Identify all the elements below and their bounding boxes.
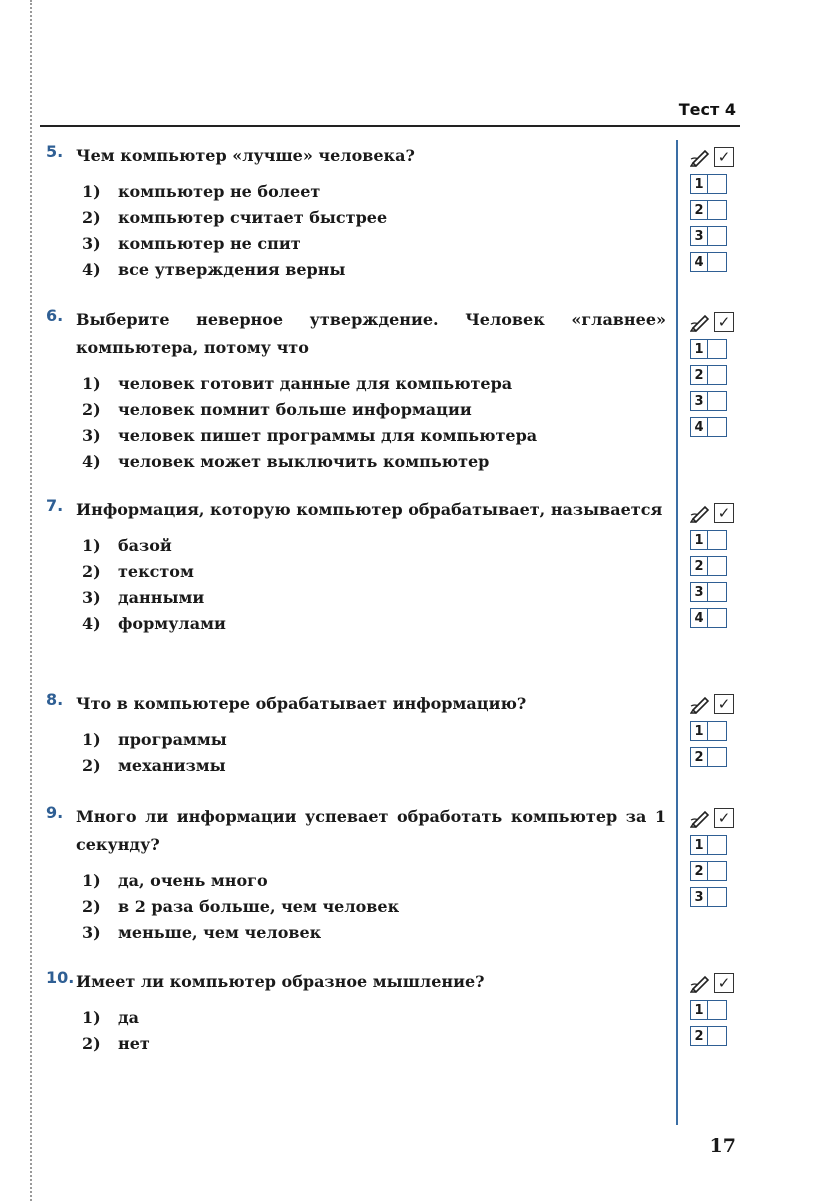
- answer-cell[interactable]: 2: [690, 556, 738, 577]
- question-text: Имеет ли компьютер образное мышление?: [76, 972, 485, 991]
- option: 1) человек готовит данные для компьютера: [82, 373, 513, 393]
- question-text: Информация, которую компьютер обрабатывает, называется: [76, 500, 663, 519]
- answer-block-7: [690, 502, 738, 629]
- question-number: 5.: [46, 142, 64, 161]
- answer-block-5: [690, 146, 738, 273]
- checkmark-icon: ✓: [714, 694, 734, 714]
- option: 2) в 2 раза больше, чем человек: [82, 896, 400, 916]
- option: 1) компьютер не болеет: [82, 181, 321, 201]
- option: 1) базой: [82, 535, 172, 555]
- test-title: Тест 4: [678, 100, 736, 119]
- option: 1) программы: [82, 729, 227, 749]
- question-9: [46, 803, 666, 945]
- pencil-icon: [690, 312, 712, 332]
- question-number: 10.: [46, 968, 75, 987]
- question-number: 9.: [46, 803, 64, 822]
- answer-cell[interactable]: 3: [690, 391, 738, 412]
- answer-block-8: [690, 693, 738, 768]
- answer-cell[interactable]: 1: [690, 835, 738, 856]
- question-number: 8.: [46, 690, 64, 709]
- option: 2) компьютер считает быстрее: [82, 207, 388, 227]
- question-7: [46, 496, 666, 636]
- page-number: 17: [709, 1135, 736, 1157]
- checkmark-icon: ✓: [714, 973, 734, 993]
- pencil-icon: [690, 694, 712, 714]
- option: 2) механизмы: [82, 755, 226, 775]
- option: 4) формулами: [82, 613, 226, 633]
- answer-cell[interactable]: 1: [690, 174, 738, 195]
- question-text: Что в компьютере обрабатывает информацию?: [76, 694, 527, 713]
- question-10: [46, 968, 666, 1056]
- answer-cell[interactable]: 4: [690, 252, 738, 273]
- question-number: 6.: [46, 306, 64, 325]
- option: 3) данными: [82, 587, 205, 607]
- pencil-icon: [690, 147, 712, 167]
- answer-block-10: [690, 972, 738, 1047]
- answer-block-9: [690, 807, 738, 908]
- pencil-icon: [690, 973, 712, 993]
- option: 1) да, очень много: [82, 870, 268, 890]
- answer-cell[interactable]: 4: [690, 608, 738, 629]
- answer-cell[interactable]: 2: [690, 1026, 738, 1047]
- question-5: [46, 142, 666, 282]
- option: 2) человек помнит больше информации: [82, 399, 472, 419]
- checkmark-icon: ✓: [714, 147, 734, 167]
- question-8: [46, 690, 666, 778]
- answer-block-6: [690, 311, 738, 438]
- answer-cell[interactable]: 1: [690, 530, 738, 551]
- answer-column-divider: [676, 140, 678, 1125]
- answer-cell[interactable]: 3: [690, 582, 738, 603]
- option: 4) человек может выключить компьютер: [82, 451, 490, 471]
- page-fold-line: [30, 0, 32, 1201]
- option: 3) меньше, чем человек: [82, 922, 322, 942]
- answer-cell[interactable]: 1: [690, 339, 738, 360]
- header-rule: [40, 125, 740, 127]
- option: 4) все утверждения верны: [82, 259, 346, 279]
- checkmark-icon: ✓: [714, 312, 734, 332]
- answer-cell[interactable]: 2: [690, 200, 738, 221]
- answer-cell[interactable]: 3: [690, 887, 738, 908]
- answer-cell[interactable]: 1: [690, 721, 738, 742]
- question-6: [46, 306, 666, 474]
- checkmark-icon: ✓: [714, 503, 734, 523]
- answer-cell[interactable]: 2: [690, 365, 738, 386]
- option: 2) текстом: [82, 561, 194, 581]
- question-text: Выберите неверное утверждение. Человек «главнее» компьютера, потому что: [76, 310, 666, 357]
- option: 3) человек пишет программы для компьютера: [82, 425, 538, 445]
- option: 2) нет: [82, 1033, 150, 1053]
- answer-cell[interactable]: 2: [690, 747, 738, 768]
- answer-cell[interactable]: 3: [690, 226, 738, 247]
- answer-cell[interactable]: 2: [690, 861, 738, 882]
- checkmark-icon: ✓: [714, 808, 734, 828]
- answer-cell[interactable]: 1: [690, 1000, 738, 1021]
- question-text: Чем компьютер «лучше» человека?: [76, 146, 415, 165]
- pencil-icon: [690, 808, 712, 828]
- answer-cell[interactable]: 4: [690, 417, 738, 438]
- question-number: 7.: [46, 496, 64, 515]
- pencil-icon: [690, 503, 712, 523]
- option: 3) компьютер не спит: [82, 233, 301, 253]
- option: 1) да: [82, 1007, 140, 1027]
- question-text: Много ли информации успевает обработать компьютер за 1 секунду?: [76, 807, 666, 854]
